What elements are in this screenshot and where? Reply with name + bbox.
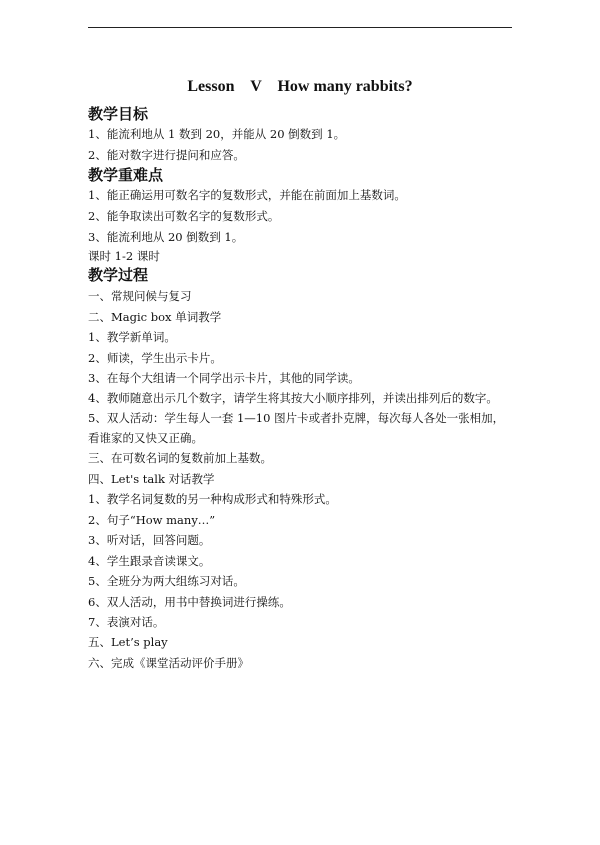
process-item: 二、Magic box 单词教学	[88, 310, 222, 324]
process-item: 三、在可数名词的复数前加上基数。	[88, 451, 272, 465]
process-item: 五、Let’s play	[88, 635, 168, 649]
process-item: 2、师读，学生出示卡片。	[88, 351, 222, 365]
process-item: 5、全班分为两大组练习对话。	[88, 574, 245, 588]
objective-item: 2、能对数字进行提问和应答。	[88, 148, 245, 162]
process-item: 1、教学新单词。	[88, 330, 176, 344]
lesson-title: Lesson V How many rabbits?	[187, 78, 413, 95]
header-rule	[88, 27, 512, 28]
class-hours: 课时 1-2 课时	[88, 249, 160, 263]
objective-item: 1、能流利地从 1 数到 20，并能从 20 倒数到 1。	[88, 127, 346, 141]
key-points-heading: 教学重难点	[88, 166, 164, 184]
process-item: 3、在每个大组请一个同学出示卡片，其他的同学读。	[88, 371, 360, 385]
process-item: 3、听对话，回答问题。	[88, 533, 211, 547]
process-item: 1、教学名词复数的另一种构成形式和特殊形式。	[88, 492, 337, 506]
key-point-item: 3、能流利地从 20 倒数到 1。	[88, 230, 244, 244]
process-item: 六、完成《课堂活动评价手册》	[88, 656, 249, 670]
key-point-item: 2、能争取读出可数名字的复数形式。	[88, 209, 280, 223]
objectives-heading: 教学目标	[88, 105, 149, 123]
process-item: 4、学生跟录音读课文。	[88, 554, 211, 568]
process-item: 6、双人活动，用书中替换词进行操练。	[88, 595, 291, 609]
key-point-item: 1、能正确运用可数名字的复数形式，并能在前面加上基数词。	[88, 188, 406, 202]
process-item: 5、双人活动：学生每人一套 1—10 图片卡或者扑克牌，每次每人各处一张相加，	[88, 411, 505, 425]
process-item: 四、Let's talk 对话教学	[88, 472, 215, 486]
process-item: 看谁家的又快又正确。	[88, 431, 203, 445]
process-heading: 教学过程	[88, 266, 149, 284]
process-item: 一、常规问候与复习	[88, 289, 192, 303]
process-item: 2、句子“How many…”	[88, 513, 216, 527]
process-item: 4、教师随意出示几个数字，请学生将其按大小顺序排列，并读出排列后的数字。	[88, 391, 498, 405]
process-item: 7、表演对话。	[88, 615, 165, 629]
